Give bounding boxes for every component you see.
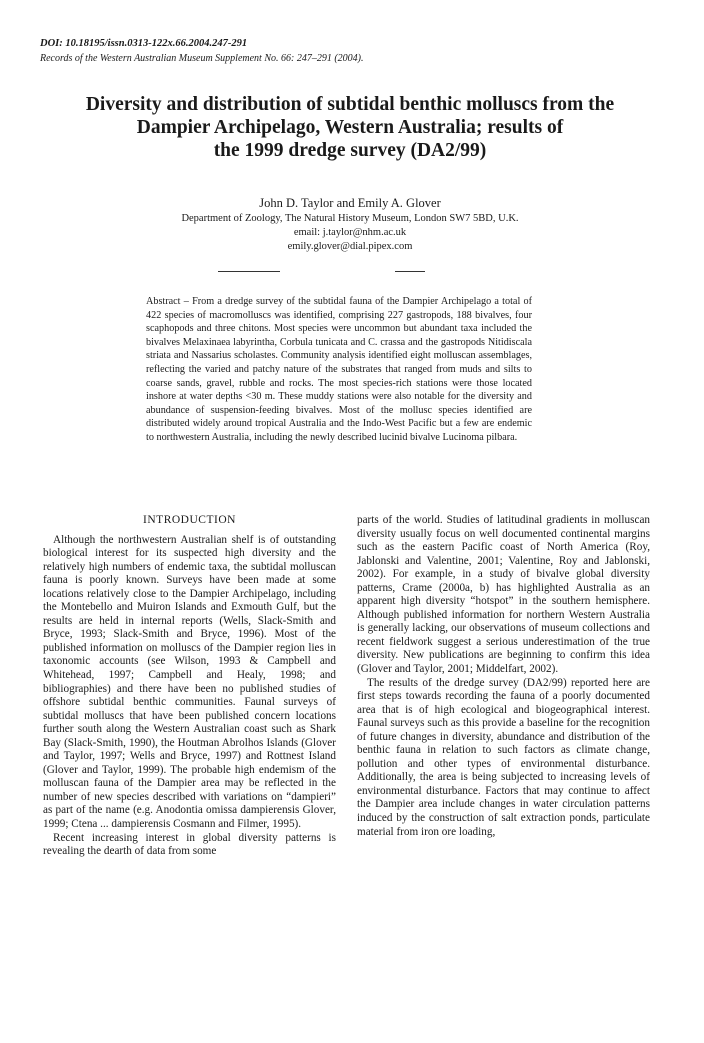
- affiliation: [60, 212, 640, 254]
- journal-citation: Records of the Western Australian Museum Supplement No. 66: 247–291 (2004).: [40, 53, 364, 64]
- paper-title: [60, 93, 640, 162]
- title-line: Dampier Archipelago, Western Australia; results of: [136, 117, 564, 138]
- affiliation-line: Department of Zoology, The Natural History Museum, London SW7 5BD, U.K.: [181, 213, 519, 224]
- body-paragraph: Although the northwestern Australian shelf is of outstanding biological interest for its suspected high diversity and the relatively high numbers of endemic taxa, the subtidal molluscan fauna is poorly known. Surveys have been made at some locations relatively close to the Dampier Archipelago, including the Montebello and Muiron Islands and Exmouth Gulf, but the results are held in internal reports (Wells, Slack-Smith and Bryce, 1993; Slack-Smith and Bryce, 1996). Most of the published information on molluscs of the Dampier region lies in taxonomic accounts (see Wilson, 1993 & Campbell and Whitehead, 1997; Campbell and Healy, 1998; and bibliographies) and there have been no published studies of offshore subtidal benthic communities. Faunal surveys of subtidal molluscs that have been published concern locations further south along the Western Australian coast such as Shark Bay (Slack-Smith, 1990), the Houtman Abrolhos Islands (Glover and Taylor, 1997; Wells and Bryce, 1997) and Rottnest Island (Glover and Taylor, 1999). The probable high endemism of the molluscan fauna of the Dampier area may be reflected in the number of new species described with variations on “dampieri” as part of the name (e.g. Anodontia omissa dampierensis Glover, 1999; Ctena ... dampierensis Cosmann and Filmer, 1995).: [43, 533, 336, 831]
- title-line: Diversity and distribution of subtidal benthic molluscs from the: [85, 94, 615, 115]
- section-heading: INTRODUCTION: [143, 514, 236, 526]
- abstract-paragraph: [146, 295, 532, 445]
- body-paragraph: The results of the dredge survey (DA2/99) reported here are first steps towards recording the fauna of a poorly documented area that is of high ecological and biogeographical interest. Faunal surveys such as this provide a baseline for the recognition of future changes in diversity, abundance and distribution of the benthic fauna in relation to such factors as climate change, pollution and other types of environmental disturbance. Additionally, the area is being subjected to increasing levels of environmental disturbance. Factors that may continue to affect the Dampier area include changes in water circulation patterns induced by the construction of salt extraction ponds, particulate material from iron ore loading,: [357, 676, 650, 838]
- body-column-left: [43, 514, 336, 859]
- doi-line: DOI: 10.18195/issn.0313-122x.66.2004.247-291: [40, 38, 248, 49]
- email-line: emily.glover@dial.pipex.com: [287, 241, 413, 252]
- abstract-label: Abstract: [146, 296, 181, 307]
- abstract-text: – From a dredge survey of the subtidal fauna of the Dampier Archipelago a total of 422 species of macromolluscs was identified, comprising 227 gastropods, 188 bivalves, four scaphopods and three chitons. Most species were uncommon but abundant taxa included the bivalves Melaxinaea labyrintha, Corbula tunicata and C. crassa and the gastropods Nitidiscala striata and Nassarius scholastes. Community analysis identified eight molluscan assemblages, reflecting the varied and patchy nature of the substrates that ranged from muds and silts to coarse sands, gravel, rubble and rocks. The most species-rich stations were those located inshore at water depths <30 m. These muddy stations were also notable for the diversity and abundance of suspension-feeding bivalves. Most of the mollusc species identified are distributed widely around tropical Australia and the Indo-West Pacific but a few are endemic to northwestern Australia, including the newly described lucinid bivalve Lucinoma pilbara.: [146, 296, 532, 443]
- separator-rule: [395, 271, 425, 272]
- body-paragraph: Recent increasing interest in global diversity patterns is revealing the dearth of data from some: [43, 831, 336, 858]
- body-paragraph: parts of the world. Studies of latitudinal gradients in molluscan diversity usually focus on well documented continental margins such as the eastern Pacific coast of North America (Roy, Jablonski and Valentine, 2001; Valentine, Roy and Jablonski, 2002). For example, in a study of bivalve global diversity patterns, Crame (2000a, b) has highlighted Australia as an apparent high diversity “hotspot” in the southern hemisphere. Although published information for northern Western Australia is generally lacking, our observations of museum collections and recent fieldwork suggest a serious underestimation of the true diversity. New publications are beginning to confirm this idea (Glover and Taylor, 2001; Middelfart, 2002).: [357, 514, 650, 676]
- authors: John D. Taylor and Emily A. Glover: [259, 196, 441, 210]
- body-column-right: [357, 514, 650, 839]
- abstract: [146, 295, 532, 445]
- title-line: the 1999 dredge survey (DA2/99): [213, 140, 487, 161]
- email-line: email: j.taylor@nhm.ac.uk: [293, 227, 407, 238]
- separator-rule: [218, 271, 280, 272]
